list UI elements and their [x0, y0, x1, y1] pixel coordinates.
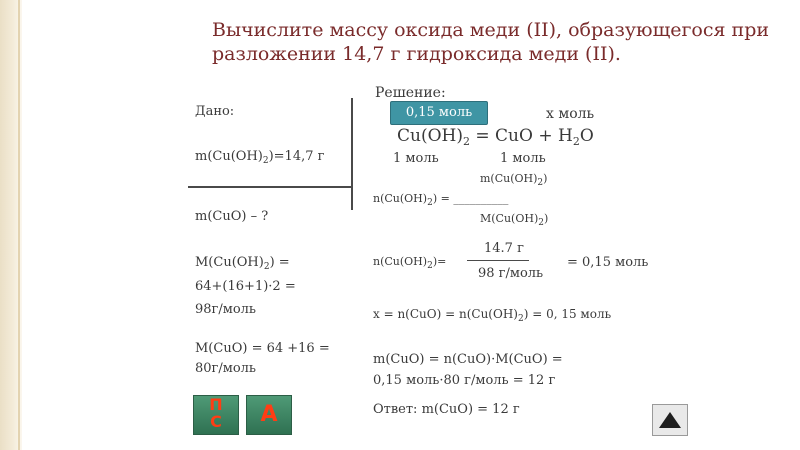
n-fraction-line [467, 260, 529, 261]
formula-numerator: $m(Cu(OH)_2)$ [480, 172, 548, 188]
molar-mass-line3: 98г/моль [195, 302, 257, 317]
ps-button-top: П [209, 395, 223, 414]
mol-label-1: 1 моль [393, 151, 439, 166]
mass-line2: 0,15 моль·80 г/моль = 12 г [373, 373, 556, 388]
triangle-up-icon [657, 410, 683, 430]
border-line [18, 0, 20, 450]
given-mass: $m(Cu(OH)_2)=14,7$ г [195, 149, 325, 166]
mass-line1: m(CuO) = n(CuO)·M(CuO) = [373, 352, 563, 367]
mol-label-2: 1 моль [500, 151, 546, 166]
moles-badge: 0,15 моль [390, 101, 488, 125]
answer-line: Ответ: m(CuO) = 12 г [373, 402, 520, 417]
formula-left: $n(Cu(OH)_2)$ = __________ [373, 192, 509, 208]
vertical-divider [351, 98, 353, 210]
x-line: $x = n(CuO) = n(Cu(OH)_2) = 0$, 15 моль [373, 307, 612, 324]
given-divider [188, 186, 352, 188]
find-line: m(CuO) – ? [195, 209, 269, 224]
reaction-equation: $Cu(OH)_2$ = CuO + $H_2O$ [397, 126, 594, 148]
cuo-molar-line1: M(CuO) = 64 +16 = [195, 341, 330, 356]
molar-mass-line2: 64+(16+1)·2 = [195, 279, 296, 294]
n-left: $n(Cu(OH)_2)=$ [373, 255, 447, 271]
solution-label: Решение: [375, 85, 446, 101]
problem-title: Вычислите массу оксида меди (II), образующегося при разложении 14,7 г гидроксида меди (II). [212, 19, 770, 65]
given-label: Дано: [195, 104, 235, 119]
n-denominator: 98 г/моль [478, 266, 544, 281]
x-moles-label: х моль [546, 106, 595, 122]
n-result: = 0,15 моль [567, 255, 649, 270]
ps-button-bottom: С [210, 412, 222, 431]
formula-denominator: $M(Cu(OH)_2)$ [480, 212, 549, 228]
ps-button[interactable] [193, 395, 239, 435]
cuo-molar-line2: 80г/моль [195, 361, 257, 376]
molar-mass-line1: $M(Cu(OH)_2)$ = [195, 255, 290, 272]
next-slide-button[interactable] [652, 404, 688, 436]
a-button[interactable]: А [246, 395, 292, 435]
n-numerator: 14.7 г [484, 241, 524, 256]
